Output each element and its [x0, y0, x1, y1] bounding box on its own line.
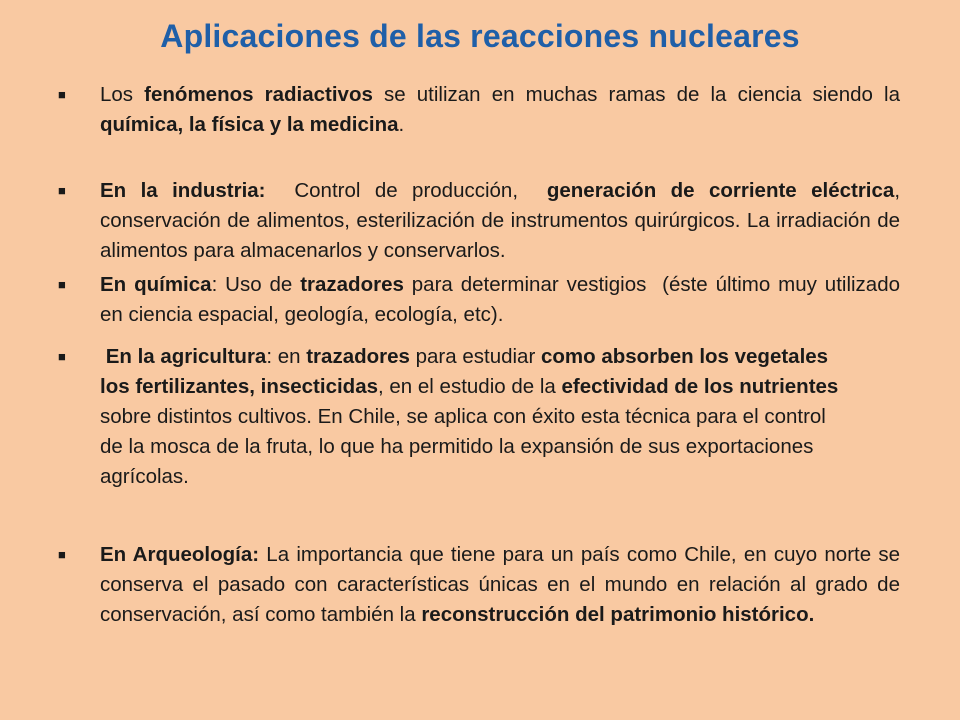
bullet-segment-bold: En química: [100, 273, 212, 296]
bullet-segment: : Uso de: [211, 273, 301, 296]
bullet-segment: se utilizan en muchas ramas de la ciencia siendo la: [372, 83, 900, 106]
bullet-segment: Los: [100, 83, 145, 106]
bullet-segment: Control de producción,: [265, 179, 547, 202]
bullet-item-industry: [58, 176, 900, 266]
bullet-segment: , conservación de alimentos, esterilización de instrumentos quirúrgicos. La irradiación de alimentos para almacenarlos y conservarlos.: [100, 179, 901, 262]
bullet-text: [100, 540, 900, 630]
bullet-segment-bold: fenómenos radiactivos: [144, 83, 373, 106]
bullet-text: [100, 176, 900, 266]
bullet-segment-bold: trazadores: [300, 273, 404, 296]
bullet-segment-bold: En la agricultura: [100, 345, 267, 368]
bullet-segment: : en: [266, 345, 307, 368]
bullet-segment-bold: como absorben los vegetales los fertilizantes, insecticidas: [100, 345, 829, 398]
bullet-segment: sobre distintos cultivos. En Chile, se aplica con éxito esta técnica para el control de la mosca de la fruta, lo que ha permitido la expansión de sus exportaciones agrícolas.: [100, 405, 826, 488]
bullet-segment-bold: En la industria:: [100, 179, 266, 202]
square-bullet-icon: ■: [58, 87, 66, 102]
bullet-text: [100, 342, 840, 492]
bullet-text: [100, 80, 900, 140]
bullet-segment: .: [398, 113, 405, 136]
bullet-segment-bold: química, la física y la medicina: [100, 113, 399, 136]
bullet-segment-bold: reconstrucción del patrimonio histórico.: [421, 603, 815, 626]
square-bullet-icon: ■: [58, 183, 66, 198]
bullet-segment: La importancia que tiene para un país como Chile, en cuyo norte se conserva el pasado con características únicas en el mundo en relación al grado de conservación, así como también la: [100, 543, 900, 626]
bullet-segment-bold: trazadores: [306, 345, 410, 368]
square-bullet-icon: ■: [58, 547, 66, 562]
slide-title: Aplicaciones de las reacciones nucleares: [160, 18, 800, 54]
bullet-segment-bold: generación de corriente eléctrica: [546, 179, 895, 202]
bullet-segment: , en el estudio de la: [378, 375, 562, 398]
square-bullet-icon: ■: [58, 349, 66, 364]
bullet-item-agriculture: [58, 342, 900, 492]
bullet-item-archaeology: [58, 540, 900, 630]
bullet-segment: para determinar vestigios (éste último muy utilizado en ciencia espacial, geología, ecología, etc).: [100, 273, 906, 326]
bullet-segment-bold: En Arqueología:: [100, 543, 260, 566]
bullet-segment: para estudiar: [409, 345, 541, 368]
bullet-text: [100, 270, 906, 330]
bullet-item-chemistry: [58, 270, 906, 330]
bullet-item-sciences: [58, 80, 900, 140]
bullet-segment-bold: efectividad de los nutrientes: [561, 375, 839, 398]
square-bullet-icon: ■: [58, 277, 66, 292]
